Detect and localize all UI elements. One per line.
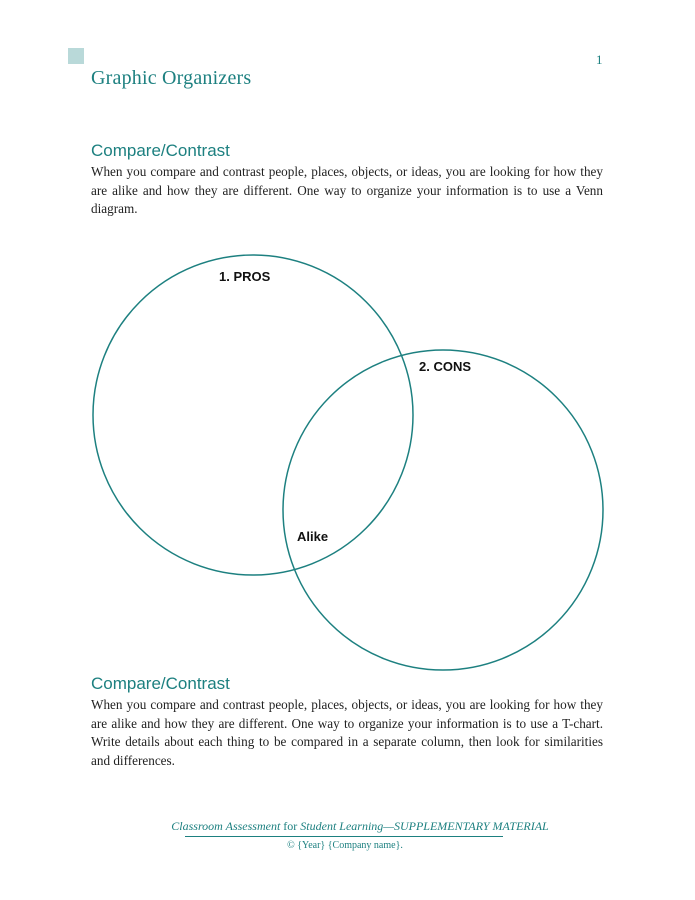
venn-label-cons: 2. CONS	[419, 359, 472, 374]
footer-title	[0, 819, 695, 834]
venn-label-pros: 1. PROS	[219, 269, 271, 284]
footer-title-part2: for	[280, 819, 301, 833]
footer-title-part3: Student Learning—SUPPLEMENTARY MATERIAL	[300, 819, 549, 833]
section-body-tchart: When you compare and contrast people, places, objects, or ideas, you are looking for how they are alike and how they are different. One way to organize your information is to use a T-chart. Write details about each thing to be compared in a separate column, then look for similarities and differences.	[91, 697, 603, 768]
section-heading-venn: Compare/Contrast	[91, 141, 230, 160]
page-title: Graphic Organizers	[91, 67, 252, 89]
section-heading-tchart: Compare/Contrast	[91, 674, 230, 693]
footer-copyright: © {Year} {Company name}.	[287, 840, 403, 851]
venn-circle-pros	[93, 255, 413, 575]
venn-circle-cons	[283, 350, 603, 670]
section-body-venn: When you compare and contrast people, places, objects, or ideas, you are looking for how they are alike and how they are different. One way to organize your information is to use a Venn diagram.	[91, 164, 603, 216]
page-number: 1	[596, 52, 603, 67]
footer-title-part1: Classroom Assessment	[171, 819, 281, 833]
venn-label-alike: Alike	[297, 529, 329, 544]
footer-divider	[185, 836, 503, 837]
